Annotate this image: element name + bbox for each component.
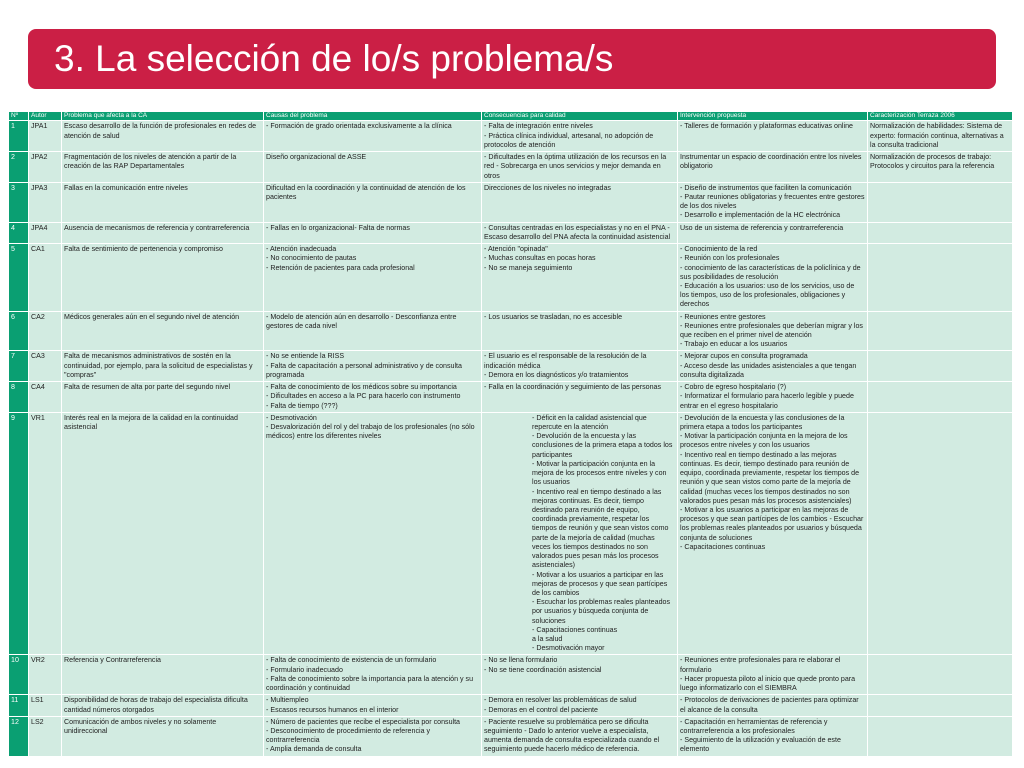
row-problema (62, 382, 264, 413)
row-causas (264, 695, 482, 716)
cell-line: - Hacer propuesta piloto al inicio que quede pronto para luego informatizarlo con el SIEMBRA (680, 674, 856, 693)
row-problema (62, 412, 264, 655)
row-problema (62, 244, 264, 312)
row-caracterizacion (868, 655, 1013, 695)
cell-line: - Escuchar los problemas reales planteados por usuarios y búsqueda conjunta de soluciones (532, 598, 671, 625)
cell-line: - Incentivo real en tiempo destinado a las mejoras continuas. Es decir, tiempo destinado para reunión de equipo, coordinada previamente, respetar los tiempos de reunión y que sean vistos como parte de la mejoría de calidad (muchas veces los tiempos destinados no son valorados pues pesan más los procesos asistenciales) (532, 487, 669, 570)
cell-line: - Motivar la participación conjunta en la mejora de los procesos entre niveles y con los usuarios (680, 432, 848, 450)
cell-line: - Muchas consultas en pocas horas (484, 254, 596, 263)
row-caracterizacion (868, 222, 1013, 243)
row-problema (62, 311, 264, 351)
header-caracterizacion: Caracterización Terraza 2006 (868, 112, 1013, 121)
cell-line: - Informatizar el formulario para hacerlo legible y puede entrar en el egreso hospitalario (680, 392, 854, 410)
cell-line: - Desmotivación (266, 413, 317, 422)
row-number: 10 (9, 655, 29, 695)
cell-line: - Falta de capacitación a personal administrativo y de consulta programada (266, 361, 462, 379)
cell-line: - Falta de tiempo (???) (266, 401, 338, 410)
cell-line: - Seguimiento de la utilización y evaluación de este elemento (680, 736, 841, 754)
cell-line: - Amplia demanda de consulta (266, 745, 362, 754)
table-row (9, 121, 1013, 152)
cell-line: - Motivar a los usuarios a participar en las mejoras de procesos y que sean partícipes de los cambios - Escuchar los problemas reales planteados por usuarios y búsqueda conjunta de soluciones (680, 505, 864, 542)
cell-line: Uso de un sistema de referencia y contrarreferencia (680, 223, 844, 232)
cell-line: - Práctica clínica individual, artesanal, no adopción de protocolos de atención (484, 131, 654, 149)
row-caracterizacion (868, 152, 1013, 183)
table-row (9, 655, 1013, 695)
problems-table-container (8, 111, 1012, 757)
page-title: 3. La selección de lo/s problema/s (54, 38, 614, 79)
row-autor: VR2 (29, 655, 62, 695)
cell-line: - No conocimiento de pautas (266, 254, 357, 263)
row-problema (62, 716, 264, 756)
row-caracterizacion (868, 182, 1013, 222)
row-consecuencias (482, 244, 678, 312)
cell-line: - Desarrollo e implementación de la HC electrónica (680, 211, 841, 220)
cell-line: - El usuario es el responsable de la resolución de la indicación médica (484, 352, 647, 370)
cell-line: - Falta de integración entre niveles (484, 122, 593, 131)
row-intervencion (678, 695, 868, 716)
table-row (9, 244, 1013, 312)
row-causas (264, 152, 482, 183)
row-caracterizacion (868, 382, 1013, 413)
row-causas (264, 382, 482, 413)
cell-line: Médicos generales aún en el segundo nivel de atención (64, 312, 240, 321)
cell-line: Escaso desarrollo de la función de profesionales en redes de atención de salud (64, 122, 257, 140)
cell-line: - Capacitaciones continuas (532, 625, 618, 634)
row-causas (264, 412, 482, 655)
cell-line: - Falta de conocimiento sobre la importancia para la atención y su coordinación y continuidad (266, 674, 474, 693)
table-body (9, 121, 1013, 756)
cell-line: - conocimiento de las características de la policlínica y de sus posibilidades de resolución (680, 263, 861, 281)
cell-line: Instrumentar un espacio de coordinación entre los niveles obligatorio (680, 153, 862, 171)
cell-line: Diseño organizacional de ASSE (266, 153, 367, 162)
cell-line: - Dificultades en acceso a la PC para hacerlo con instrumento (266, 392, 461, 401)
cell-line: Falta de mecanismos administrativos de sostén en la continuidad, por ejemplo, para la solicitud de especialistas y "compras" (64, 352, 253, 379)
cell-line: - Devolución de la encuesta y las conclusiones de la primera etapa a todos los participantes (532, 432, 673, 459)
cell-line: - No se entiende la RISS (266, 352, 345, 361)
row-intervencion (678, 222, 868, 243)
cell-line: Fragmentación de los niveles de atención a partir de la creación de las RAP Departamentales (64, 153, 237, 171)
row-autor: JPA2 (29, 152, 62, 183)
cell-line: - No se tiene coordinación asistencial (484, 665, 602, 674)
cell-line: - Pautar reuniones obligatorias y frecuentes entre gestores de los dos niveles (680, 192, 865, 211)
row-intervencion (678, 412, 868, 655)
table-row (9, 695, 1013, 716)
row-consecuencias (482, 412, 678, 655)
row-intervencion (678, 351, 868, 382)
row-problema (62, 351, 264, 382)
row-number: 1 (9, 121, 29, 152)
row-consecuencias (482, 655, 678, 695)
cell-line: - Escasos recursos humanos en el interior (266, 705, 399, 714)
cell-line: Disponibilidad de horas de trabajo del especialista dificulta cantidad números otorgados (64, 696, 248, 714)
row-intervencion (678, 655, 868, 695)
row-problema (62, 695, 264, 716)
cell-line: - Capacitación en herramientas de referencia y contrarreferencia a los profesionales (680, 717, 828, 735)
cell-line: - Déficit en la calidad asistencial que repercute en la atención (532, 413, 647, 431)
row-number: 8 (9, 382, 29, 413)
header-autor: Autor (29, 112, 62, 121)
cell-line: - Atención "opinada" (484, 245, 548, 254)
cell-line: - Capacitaciones continuas (680, 542, 766, 551)
cell-line: - Atención inadecuada (266, 245, 337, 254)
title-banner (28, 29, 996, 89)
row-intervencion (678, 311, 868, 351)
cell-line: Referencia y Contrarreferencia (64, 656, 161, 665)
row-number: 6 (9, 311, 29, 351)
row-number: 9 (9, 412, 29, 655)
row-problema (62, 222, 264, 243)
row-autor: JPA1 (29, 121, 62, 152)
cell-line: - Dificultades en la óptima utilización de los recursos en la red - Sobrecarga en unos servicios y mejor demanda en otros (484, 153, 667, 180)
table-row (9, 152, 1013, 183)
row-consecuencias (482, 695, 678, 716)
cell-line: - Fallas en lo organizacional- Falta de normas (266, 223, 410, 232)
row-caracterizacion (868, 351, 1013, 382)
table-row (9, 412, 1013, 655)
table-header-row (9, 112, 1013, 121)
cell-line: - Talleres de formación y plataformas educativas online (680, 122, 853, 131)
cell-line: - Reunión con los profesionales (680, 254, 780, 263)
row-number: 5 (9, 244, 29, 312)
row-consecuencias (482, 182, 678, 222)
table-row (9, 351, 1013, 382)
row-intervencion (678, 152, 868, 183)
cell-line: - Consultas centradas en los especialistas y no en el PNA - Escaso desarrollo del PNA afecta la continuidad asistencial (484, 223, 671, 241)
cell-line: - No se maneja seguimiento (484, 263, 573, 272)
row-number: 4 (9, 222, 29, 243)
cell-line: - Desvalorización del rol y del trabajo de los profesionales (no sólo médicos) entre los diferentes niveles (266, 423, 475, 441)
cell-line: - Modelo de atención aún en desarrollo - Desconfianza entre gestores de cada nivel (266, 312, 457, 330)
cell-line: - Devolución de la encuesta y las conclusiones de la primera etapa a todos los participantes (680, 413, 845, 431)
row-autor: VR1 (29, 412, 62, 655)
row-caracterizacion (868, 412, 1013, 655)
cell-line: - Demora en los diagnósticos y/o tratamientos (484, 370, 629, 379)
row-consecuencias (482, 121, 678, 152)
cell-line: - Conocimiento de la red (680, 245, 758, 254)
cell-line: - Desconocimiento de procedimiento de referencia y contrarreferencia (266, 727, 431, 745)
header-problema: Problema que afecta a la CA (62, 112, 264, 121)
row-consecuencias (482, 716, 678, 756)
row-autor: CA1 (29, 244, 62, 312)
cell-line: - Trabajo en educar a los usuarios (680, 340, 788, 349)
cell-line: - Reuniones entre gestores (680, 312, 766, 321)
row-caracterizacion (868, 311, 1013, 351)
header-causas: Causas del problema (264, 112, 482, 121)
row-caracterizacion (868, 244, 1013, 312)
header-num: Nº (9, 112, 29, 121)
cell-line: - Multiempleo (266, 696, 309, 705)
cell-line: - Número de pacientes que recibe el especialista por consulta (266, 717, 461, 726)
row-consecuencias (482, 311, 678, 351)
table-row (9, 222, 1013, 243)
cell-line: - Desmotivación mayor (532, 644, 605, 653)
row-causas (264, 351, 482, 382)
cell-line: Interés real en la mejora de la calidad en la continuidad asistencial (64, 413, 238, 431)
row-intervencion (678, 244, 868, 312)
cell-line: - Educación a los usuarios: uso de los servicios, uso de los tiempos, uso de los profesionales, obligaciones y derechos (680, 281, 855, 309)
cell-line: Normalización de procesos de trabajo: Protocolos y circuitos para la referencia (870, 153, 995, 171)
row-consecuencias (482, 351, 678, 382)
cell-line: Falta de resumen de alta por parte del segundo nivel (64, 383, 231, 392)
table-row (9, 311, 1013, 351)
table-row (9, 182, 1013, 222)
cell-line: - Falta de conocimiento de existencia de un formulario (266, 656, 437, 665)
row-problema (62, 655, 264, 695)
problems-table (8, 111, 1013, 757)
cell-line: Normalización de habilidades: Sistema de experto: formación continua, alternativas a la consulta tradicional (870, 122, 1004, 149)
cell-line: - Diseño de instrumentos que faciliten la comunicación (680, 183, 852, 192)
cell-line: Direcciones de los niveles no integradas (484, 183, 611, 192)
row-caracterizacion (868, 695, 1013, 716)
cell-line: - Falta de conocimiento de los médicos sobre su importancia (266, 383, 457, 392)
row-autor: JPA3 (29, 182, 62, 222)
cell-line: Comunicación de ambos niveles y no solamente unidireccional (64, 717, 217, 735)
row-consecuencias (482, 382, 678, 413)
cell-line: - Falla en la coordinación y seguimiento de las personas (484, 383, 662, 392)
row-autor: LS1 (29, 695, 62, 716)
cell-line: a la salud (532, 635, 563, 644)
row-problema (62, 152, 264, 183)
cell-line: - Reuniones entre profesionales que deberían migrar y los que reciben en el primer nivel de atención (680, 321, 863, 340)
row-intervencion (678, 121, 868, 152)
cell-line: - No se llena formulario (484, 656, 558, 665)
header-consecuencias: Consecuencias para calidad (482, 112, 678, 121)
cell-line: - Acceso desde las unidades asistenciales a que tengan consulta digitalizada (680, 361, 857, 379)
cell-line: - Demora en resolver las problemáticas de salud (484, 696, 637, 705)
row-intervencion (678, 716, 868, 756)
cell-line: Falta de sentimiento de pertenencia y compromiso (64, 245, 223, 254)
row-causas (264, 655, 482, 695)
row-number: 7 (9, 351, 29, 382)
row-causas (264, 716, 482, 756)
cell-line: - Formulario inadecuado (266, 665, 343, 674)
cell-line: - Incentivo real en tiempo destinado a las mejoras continuas. Es decir, tiempo destinado para reunión de equipo, coordinada previamente, respetar los tiempos de reunión y que sean vistos como parte de la mejoría de calidad (muchas veces los tiempos destinados no son valorados pues pesan más los procesos asistenciales) (680, 450, 860, 505)
cell-line: - Paciente resuelve su problemática pero se dificulta seguimiento - Dado lo anterior vuelve a especialista, aumenta demanda de consulta especializada cuando el seguimiento puede hacerlo médico de referencia. (484, 717, 660, 754)
cell-line: Ausencia de mecanismos de referencia y contrarreferencia (64, 223, 250, 232)
cell-line: - Demoras en el control del paciente (484, 705, 598, 714)
cell-line: - Protocolos de derivaciones de pacientes para optimizar el alcance de la consulta (680, 696, 859, 714)
table-row (9, 716, 1013, 756)
row-caracterizacion (868, 121, 1013, 152)
row-number: 3 (9, 182, 29, 222)
cell-line: - Formación de grado orientada exclusivamente a la clínica (266, 122, 452, 131)
cell-line: - Mejorar cupos en consulta programada (680, 352, 808, 361)
row-caracterizacion (868, 716, 1013, 756)
cell-line: - Cobro de egreso hospitalario (?) (680, 383, 787, 392)
header-intervencion: Intervención propuesta (678, 112, 868, 121)
row-consecuencias (482, 222, 678, 243)
cell-line: Fallas en la comunicación entre niveles (64, 183, 188, 192)
row-number: 2 (9, 152, 29, 183)
cell-line: - Retención de pacientes para cada profesional (266, 263, 415, 272)
row-autor: CA4 (29, 382, 62, 413)
row-causas (264, 311, 482, 351)
row-autor: JPA4 (29, 222, 62, 243)
table-row (9, 382, 1013, 413)
row-intervencion (678, 382, 868, 413)
row-problema (62, 121, 264, 152)
row-autor: CA3 (29, 351, 62, 382)
row-causas (264, 222, 482, 243)
cell-line: Dificultad en la coordinación y la continuidad de atención de los pacientes (266, 183, 466, 201)
row-causas (264, 182, 482, 222)
row-intervencion (678, 182, 868, 222)
row-consecuencias (482, 152, 678, 183)
row-causas (264, 244, 482, 312)
row-autor: CA2 (29, 311, 62, 351)
row-problema (62, 182, 264, 222)
cell-line: - Motivar a los usuarios a participar en las mejoras de procesos y que sean partícipes de los cambios (532, 570, 668, 597)
row-autor: LS2 (29, 716, 62, 756)
cell-line: - Motivar la participación conjunta en la mejora de los procesos entre niveles y con los usuarios (532, 459, 667, 487)
row-number: 11 (9, 695, 29, 716)
cell-line: - Los usuarios se trasladan, no es accesible (484, 312, 623, 321)
cell-line: - Reuniones entre profesionales para re elaborar el formulario (680, 656, 841, 674)
row-number: 12 (9, 716, 29, 756)
row-causas (264, 121, 482, 152)
